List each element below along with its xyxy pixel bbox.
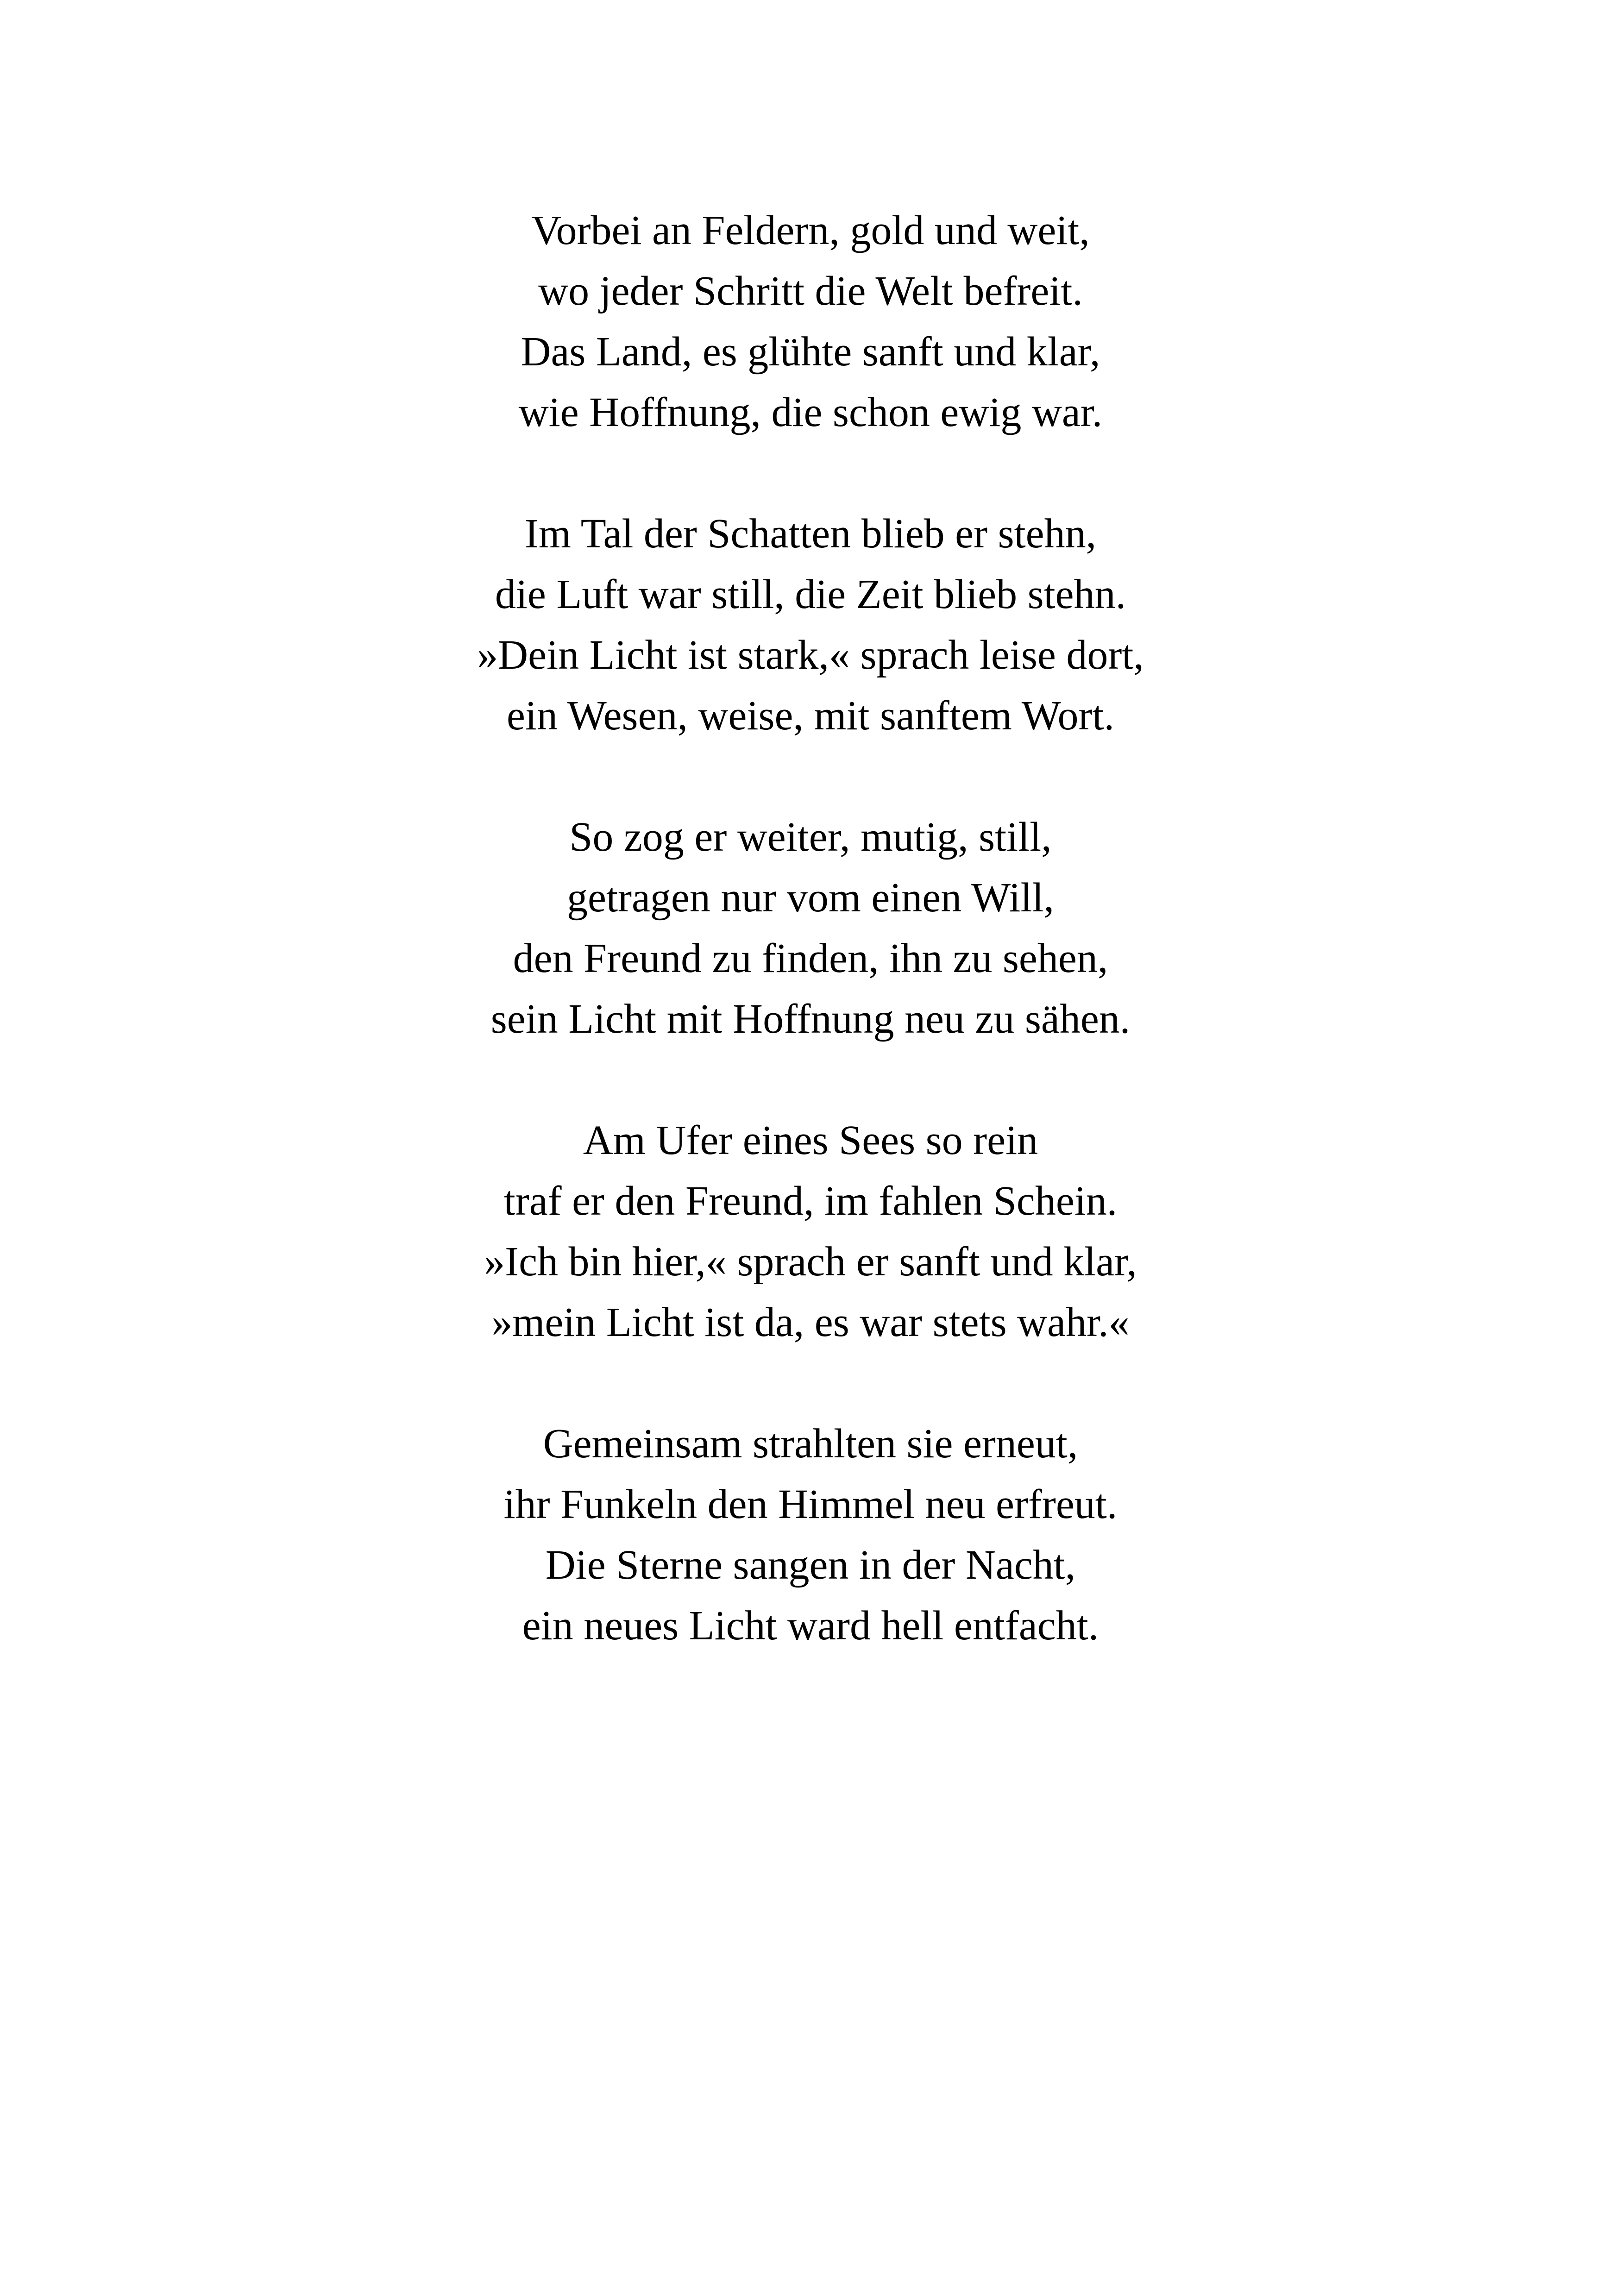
stanza-5 [0,1413,1621,1656]
poem-line: Vorbei an Feldern, gold und weit, [531,207,1090,253]
poem-line: Die Sterne sangen in der Nacht, [545,1542,1076,1588]
poem-line: So zog er weiter, mutig, still, [569,814,1052,860]
poem-body [0,200,1621,1717]
stanza-4 [0,1110,1621,1353]
poem-line: Im Tal der Schatten blieb er stehn, [524,511,1097,557]
poem-line: den Freund zu finden, ihn zu sehen, [513,935,1108,981]
poem-line: wie Hoffnung, die schon ewig war. [518,389,1103,435]
stanza-1 [0,200,1621,443]
poem-line: Gemeinsam strahlten sie erneut, [543,1421,1078,1467]
stanza-2 [0,503,1621,746]
stanza-3 [0,807,1621,1049]
poem-line: traf er den Freund, im fahlen Schein. [503,1178,1118,1224]
poem-line: »mein Licht ist da, es war stets wahr.« [491,1299,1130,1345]
poem-line: wo jeder Schritt die Welt befreit. [538,268,1083,314]
poem-line: »Dein Licht ist stark,« sprach leise dort, [477,632,1144,678]
poem-line: Am Ufer eines Sees so rein [583,1117,1038,1163]
poem-line: ihr Funkeln den Himmel neu erfreut. [503,1481,1118,1527]
poem-line: »Ich bin hier,« sprach er sanft und klar, [484,1239,1137,1285]
poem-line: ein Wesen, weise, mit sanftem Wort. [507,693,1114,739]
poem-line: ein neues Licht ward hell entfacht. [522,1603,1099,1649]
poem-line: die Luft war still, die Zeit blieb stehn. [495,571,1126,617]
poem-line: getragen nur vom einen Will, [567,875,1054,921]
poem-line: Das Land, es glühte sanft und klar, [521,329,1100,375]
poem-line: sein Licht mit Hoffnung neu zu sähen. [490,996,1131,1042]
